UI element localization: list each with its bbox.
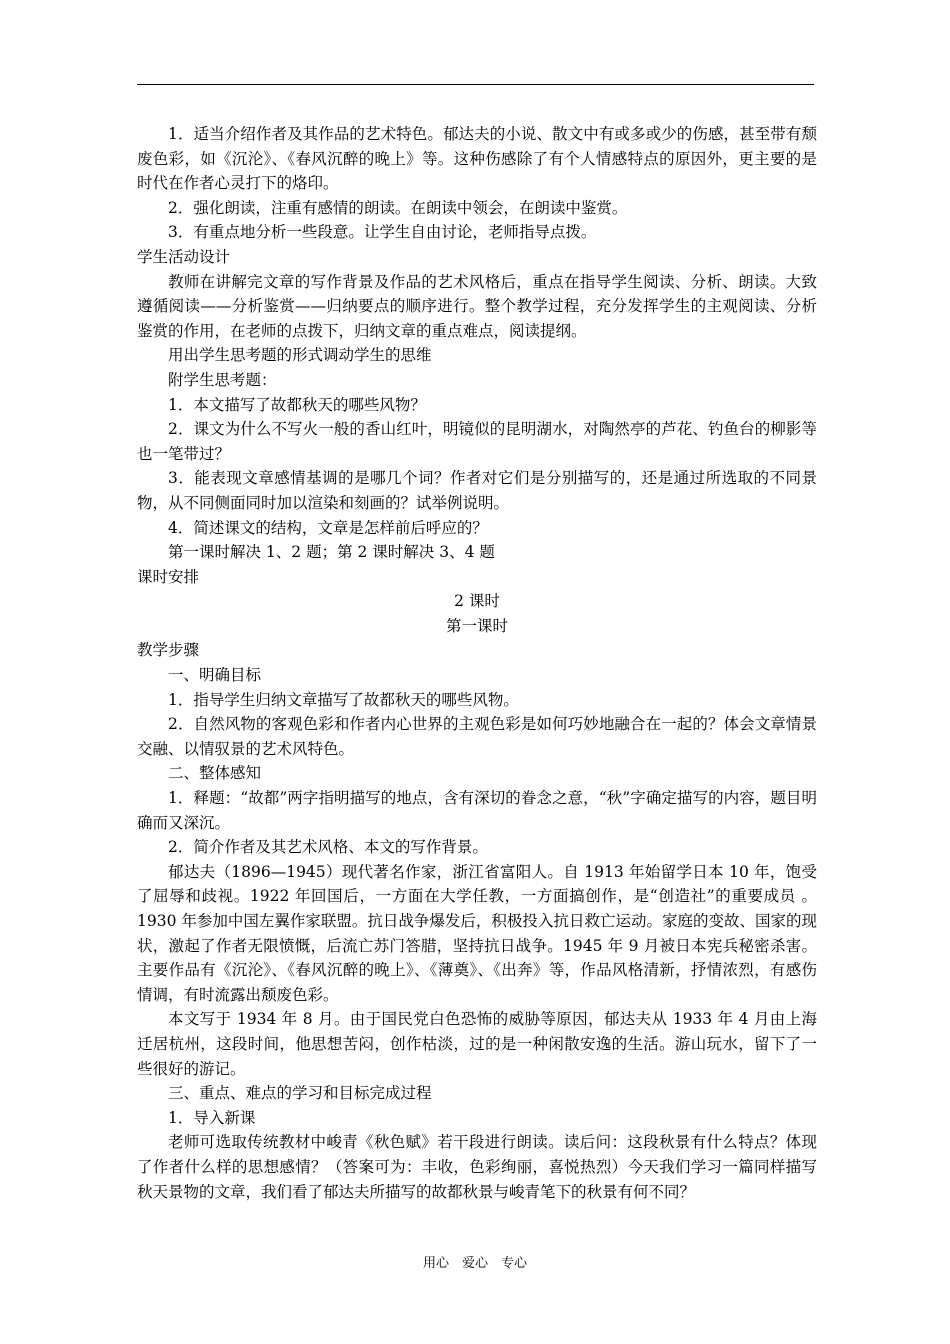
paragraph: 3．能表现文章感情基调的是哪几个词？作者对它们是分别描写的，还是通过所选取的不同景物，从不同侧面同时加以渲染和刻画的？试举例说明。 (137, 469, 817, 512)
paragraph: 郁达夫（1896—1945）现代著名作家，浙江省富阳人。自 1913 年始留学日本 10 年，饱受了屈辱和歧视。1922 年回国后，一方面在大学任教，一方面搞创作，是“创造社”的重要成员 。1930 年参加中国左翼作家联盟。抗日战争爆发后，积极投入抗日救亡运动。家庭的变故、国家的现状，激起了作者无限愤慨，后流亡苏门答腊，坚持抗日战争。1945 年 9 月被日本宪兵秘密杀害。主要作品有《沉沦》、《春风沉醉的晚上》、《薄奠》、《出奔》等，作品风格清新，抒情浓烈，有感伤情调，有时流露出颓废色彩。 (137, 862, 817, 1004)
paragraph: 用出学生思考题的形式调动学生的思维 (168, 346, 432, 365)
paragraph: 二、整体感知 (168, 764, 262, 783)
paragraph: 4．简述课文的结构，文章是怎样前后呼应的？ (168, 518, 488, 537)
paragraph: 附学生思考题： (168, 370, 277, 389)
paragraph: 3．有重点地分析一些段意。让学生自由讨论，老师指导点拨。 (168, 223, 597, 242)
paragraph: 三、重点、难点的学习和目标完成过程 (168, 1084, 432, 1103)
paragraph: 学生活动设计 (137, 247, 231, 266)
paragraph: 本文写于 1934 年 8 月。由于国民党白色恐怖的威胁等原因，郁达夫从 1933 年 4 月由上海迁居杭州，这段时间，他思想苦闷，创作枯淡，过的是一种闲散安逸的生活。游山玩水，留下了一些很好的游记。 (137, 1010, 817, 1078)
paragraph: 1．释题：“故都”两字指明描写的地点，含有深切的眷念之意，“秋”字确定描写的内容，题目明确而又深沉。 (137, 789, 817, 832)
paragraph: 2．强化朗读，注重有感情的朗读。在朗读中领会，在朗读中鉴赏。 (168, 198, 628, 217)
paragraph: 2．课文为什么不写火一般的香山红叶，明镜似的昆明湖水，对陶然亭的芦花、钓鱼台的柳影等也一笔带过？ (137, 420, 817, 463)
paragraph: 1．本文描写了故都秋天的哪些风物？ (168, 395, 426, 414)
document-body (137, 122, 817, 1204)
header-rule (137, 84, 814, 85)
paragraph: 第一课时 (445, 616, 508, 635)
paragraph: 教学步骤 (137, 641, 200, 660)
paragraph: 教师在讲解完文章的写作背景及作品的艺术风格后，重点在指导学生阅读、分析、朗读。大致遵循阅读——分析鉴赏——归纳要点的顺序进行。整个教学过程，充分发挥学生的主观阅读、分析鉴赏的作用，在老师的点拨下，归纳文章的重点难点，阅读提纲。 (137, 272, 817, 340)
paragraph: 1．适当介绍作者及其作品的艺术特色。郁达夫的小说、散文中有或多或少的伤感，甚至带有颓废色彩，如《沉沦》、《春风沉醉的晚上》等。这种伤感除了有个人情感特点的原因外，更主要的是时代在作者心灵打下的烙印。 (137, 125, 817, 193)
paragraph: 课时安排 (137, 567, 200, 586)
paragraph: 2．简介作者及其艺术风格、本文的写作背景。 (168, 838, 488, 857)
paragraph: 第一课时解决 1、2 题；第 2 课时解决 3、4 题 (168, 543, 495, 562)
paragraph: 2 课时 (454, 592, 500, 611)
page-footer: 用心 爱心 专心 (422, 1256, 527, 1271)
paragraph: 2．自然风物的客观色彩和作者内心世界的主观色彩是如何巧妙地融合在一起的？体会文章情景交融、以情驭景的艺术风特色。 (137, 715, 817, 758)
paragraph: 1．指导学生归纳文章描写了故都秋天的哪些风物。 (168, 690, 519, 709)
paragraph: 一、明确目标 (168, 666, 262, 685)
paragraph: 1．导入新课 (168, 1108, 256, 1127)
paragraph: 老师可选取传统教材中峻青《秋色赋》若干段进行朗读。读后问：这段秋景有什么特点？体现了作者什么样的思想感情？（答案可为：丰收，色彩绚丽，喜悦热烈）今天我们学习一篇同样描写秋天景物的文章，我们看了郁达夫所描写的故都秋景与峻青笔下的秋景有何不同？ (137, 1133, 817, 1201)
